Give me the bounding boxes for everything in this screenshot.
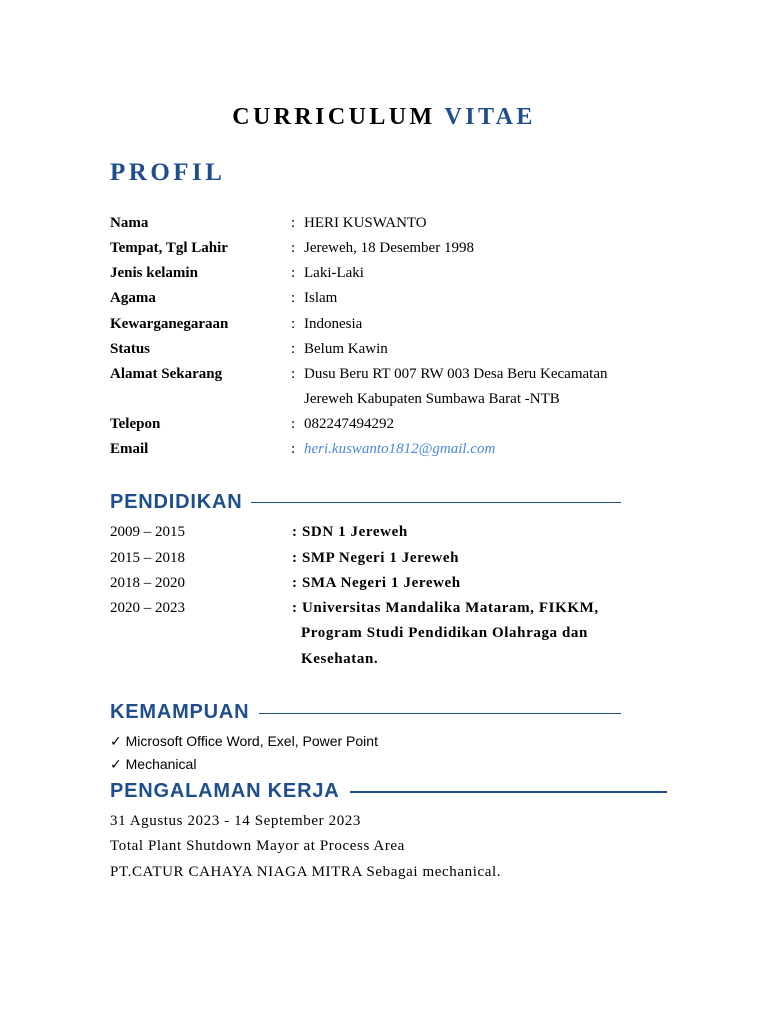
edu-years: 2018 – 2020 (110, 575, 185, 591)
profile-colon: : (291, 341, 296, 357)
profile-label: Agama (110, 290, 156, 306)
edu-years: 2020 – 2023 (110, 600, 185, 616)
kemampuan-heading: KEMAMPUAN (110, 701, 250, 723)
profile-colon: : (291, 290, 296, 306)
profile-label: Email (110, 441, 149, 457)
edu-years: 2015 – 2018 (110, 550, 185, 566)
email-link[interactable]: heri.kuswanto1812@gmail.com (304, 441, 496, 457)
profile-colon: : (291, 316, 296, 332)
profile-label: Jenis kelamin (110, 265, 198, 281)
edu-school-cont: Kesehatan. (301, 651, 379, 667)
profile-colon: : (291, 215, 296, 231)
profile-label: Kewarganegaraan (110, 316, 229, 332)
cv-title-part1: CURRICULUM (232, 104, 436, 130)
edu-school: : SMP Negeri 1 Jereweh (292, 550, 460, 566)
edu-school: : Universitas Mandalika Mataram, FIKKM, (292, 600, 599, 616)
skill-item: ✓ Mechanical (110, 756, 197, 772)
pendidikan-heading: PENDIDIKAN (110, 491, 243, 513)
profile-label: Tempat, Tgl Lahir (110, 240, 228, 256)
profile-colon: : (291, 416, 296, 432)
skill-item: ✓ Microsoft Office Word, Exel, Power Point (110, 733, 378, 749)
profile-value: 082247494292 (304, 416, 394, 432)
profile-colon: : (291, 265, 296, 281)
profile-value: Islam (304, 290, 338, 306)
profile-colon: : (291, 366, 296, 382)
profile-colon: : (291, 240, 296, 256)
profile-value: Jereweh, 18 Desember 1998 (304, 240, 474, 256)
profile-value: Indonesia (304, 316, 363, 332)
kemampuan-rule (259, 713, 621, 714)
profile-value: Laki-Laki (304, 265, 364, 281)
profile-value-cont: Jereweh Kabupaten Sumbawa Barat -NTB (304, 391, 560, 407)
cv-title (0, 101, 768, 133)
profil-heading: PROFIL (110, 159, 226, 186)
profile-label: Nama (110, 215, 149, 231)
profile-colon: : (291, 441, 296, 457)
work-line: 31 Agustus 2023 - 14 September 2023 (110, 813, 361, 829)
work-line: Total Plant Shutdown Mayor at Process Area (110, 838, 405, 854)
edu-school-cont: Program Studi Pendidikan Olahraga dan (301, 625, 588, 641)
profile-value: Dusu Beru RT 007 RW 003 Desa Beru Kecamatan (304, 366, 608, 382)
pengalaman-rule (350, 791, 667, 793)
edu-years: 2009 – 2015 (110, 524, 185, 540)
profile-label: Telepon (110, 416, 161, 432)
pendidikan-rule (251, 502, 621, 503)
profile-label: Alamat Sekarang (110, 366, 223, 382)
profile-label: Status (110, 341, 151, 357)
pengalaman-heading: PENGALAMAN KERJA (110, 780, 340, 802)
edu-school: : SDN 1 Jereweh (292, 524, 408, 540)
cv-title-part2: VITAE (444, 104, 536, 130)
profile-value: Belum Kawin (304, 341, 388, 357)
edu-school: : SMA Negeri 1 Jereweh (292, 575, 461, 591)
work-line: PT.CATUR CAHAYA NIAGA MITRA Sebagai mechanical. (110, 864, 502, 880)
profile-value: HERI KUSWANTO (304, 215, 427, 231)
